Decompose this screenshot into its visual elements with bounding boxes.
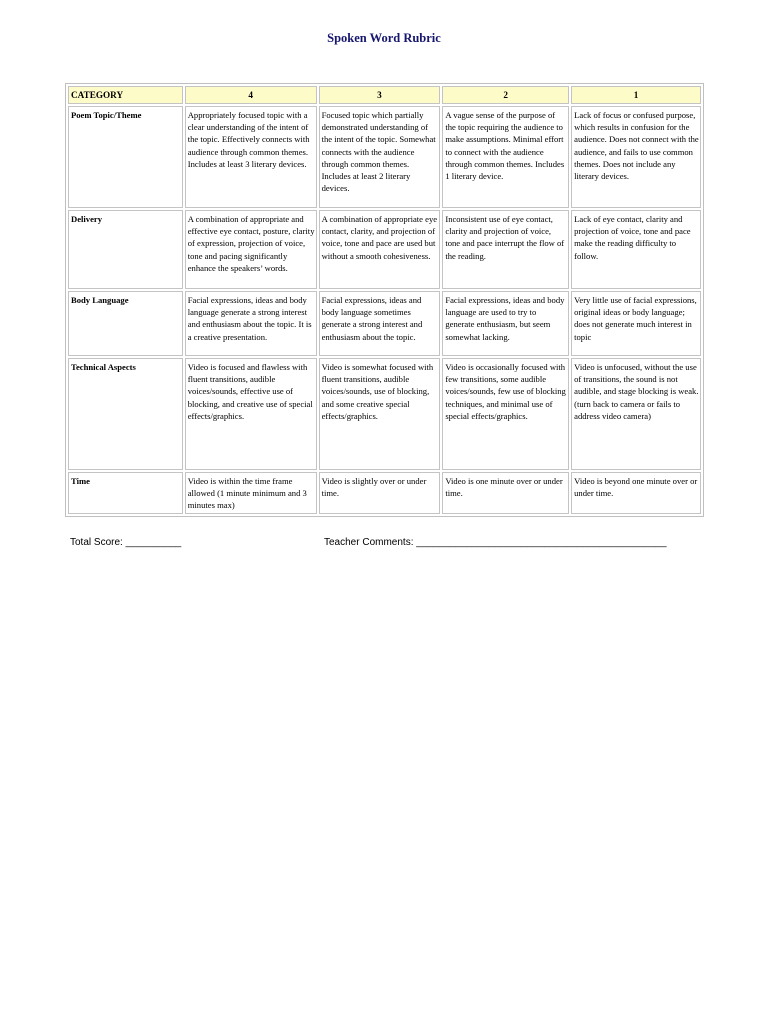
criteria-cell: Video is slightly over or under time. (319, 472, 441, 514)
table-row (68, 106, 701, 208)
criteria-cell: Appropriately focused topic with a clear understanding of the intent of the topic. Effectively connects with audience through common themes. Includes at least 3 literary devices. (185, 106, 317, 208)
table-header-row (68, 86, 701, 104)
criteria-cell: Facial expressions, ideas and body language are used to try to generate enthusiasm, but seem somewhat lacking. (442, 291, 569, 356)
table-row (68, 358, 701, 470)
table-row (68, 472, 701, 514)
category-cell: Time (68, 472, 183, 514)
criteria-cell: Lack of focus or confused purpose, which results in confusion for the audience. Does not connect with the audience, and fails to use common themes. Does not include any literary devices. (571, 106, 701, 208)
category-cell: Delivery (68, 210, 183, 289)
criteria-cell: Very little use of facial expressions, original ideas or body language; does not generate much interest in topic (571, 291, 701, 356)
criteria-cell: Video is one minute over or under time. (442, 472, 569, 514)
category-cell: Body Language (68, 291, 183, 356)
total-score-field: Total Score: __________ (70, 537, 182, 548)
criteria-cell: A combination of appropriate eye contact, clarity, and projection of voice, tone and pace are used but without a smooth cohesiveness. (319, 210, 441, 289)
criteria-cell: Facial expressions, ideas and body language generate a strong interest and enthusiasm about the topic. It is a creative presentation. (185, 291, 317, 356)
page-title: Spoken Word Rubric (327, 31, 441, 45)
criteria-cell: Video is somewhat focused with fluent transitions, audible voices/sounds, use of blocking, and some creative special effects/graphics. (319, 358, 441, 470)
criteria-cell: A combination of appropriate and effective eye contact, posture, clarity of expression, projection of voice, tone and pacing significantly enhance the speakers’ words. (185, 210, 317, 289)
category-cell: Technical Aspects (68, 358, 183, 470)
column-header-score-2: 2 (442, 86, 569, 104)
criteria-cell: Video is unfocused, without the use of transitions, the sound is not audible, and stage blocking is weak. (turn back to camera or fails to address video camera) (571, 358, 701, 470)
criteria-cell: Video is within the time frame allowed (1 minute minimum and 3 minutes max) (185, 472, 317, 514)
table-row (68, 291, 701, 356)
criteria-cell: Lack of eye contact, clarity and projection of voice, tone and pace make the reading difficulty to follow. (571, 210, 701, 289)
teacher-comments-field: Teacher Comments: _____________________________________________ (324, 537, 667, 548)
criteria-cell: Focused topic which partially demonstrated understanding of the intent of the topic. Somewhat connects with the audience through common themes. Includes at least 2 literary devices. (319, 106, 441, 208)
criteria-cell: A vague sense of the purpose of the topic requiring the audience to make assumptions. Minimal effort to connect with the audience through common themes. Includes 1 literary device. (442, 106, 569, 208)
column-header-score-1: 1 (571, 86, 701, 104)
criteria-cell: Facial expressions, ideas and body language sometimes generate a strong interest and enthusiasm about the topic. (319, 291, 441, 356)
criteria-cell: Video is beyond one minute over or under time. (571, 472, 701, 514)
column-header-score-3: 3 (319, 86, 441, 104)
column-header-score-4: 4 (185, 86, 317, 104)
criteria-cell: Video is focused and flawless with fluent transitions, audible voices/sounds, effective use of blocking, and creative use of special effects/graphics. (185, 358, 317, 470)
criteria-cell: Inconsistent use of eye contact, clarity and projection of voice, tone and pace interrupt the flow of the reading. (442, 210, 569, 289)
table-row (68, 210, 701, 289)
column-header-category: CATEGORY (68, 86, 183, 104)
rubric-table (65, 83, 704, 517)
category-cell: Poem Topic/Theme (68, 106, 183, 208)
criteria-cell: Video is occasionally focused with few transitions, some audible voices/sounds, few use of blocking techniques, and minimal use of special effects/graphics. (442, 358, 569, 470)
